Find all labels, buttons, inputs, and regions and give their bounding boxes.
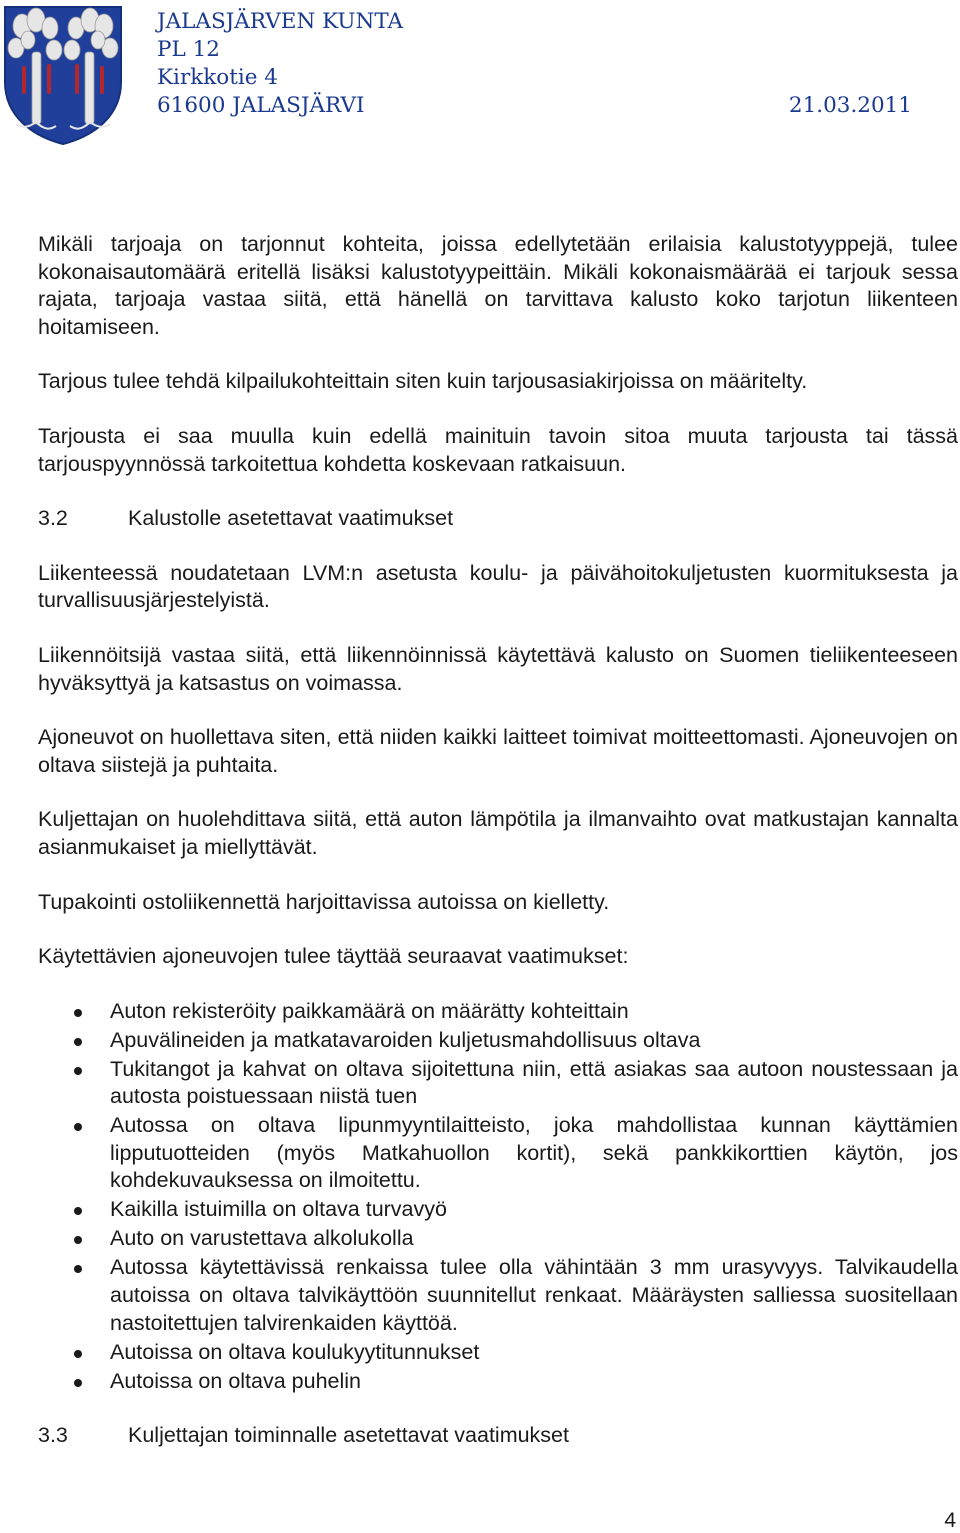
bullet-icon bbox=[74, 1350, 82, 1358]
list-item: Autossa käytettävissä renkaissa tulee olla vähintään 3 mm urasyvyys. Talvikaudella autoissa on oltava talvikäyttöön suunnitellut renkaat. Määräysten salliessa suositellaan nastoitettujen talvirenkaiden käyttöä. bbox=[38, 1254, 958, 1337]
postal-and-date-row bbox=[157, 92, 912, 120]
list-item: Tukitangot ja kahvat on oltava sijoitettuna niin, että asiakas saa autoon noustessaan ja autosta poistuessaan niistä tuen bbox=[38, 1056, 958, 1111]
paragraph: Ajoneuvot on huollettava siten, että niiden kaikki laitteet toimivat moitteettomasti. Ajoneuvojen on oltava siistejä ja puhtaita. bbox=[38, 725, 958, 777]
paragraph: Kuljettajan on huolehdittava siitä, että auton lämpötila ja ilmanvaihto ovat matkustajan kannalta asianmukaiset ja miellyttävät. bbox=[38, 807, 958, 859]
bullet-icon bbox=[74, 1207, 82, 1215]
section-heading-3-2 bbox=[38, 505, 958, 533]
section-title: Kuljettajan toiminnalle asetettavat vaatimukset bbox=[128, 1423, 569, 1448]
page-number: 4 bbox=[944, 1509, 956, 1532]
section-number: 3.3 bbox=[38, 1423, 68, 1448]
paragraph: Käytettävien ajoneuvojen tulee täyttää seuraavat vaatimukset: bbox=[38, 944, 629, 969]
paragraph: Liikenteessä noudatetaan LVM:n asetusta koulu- ja päivähoitokuljetusten kuormituksesta ja turvallisuusjärjestelyistä. bbox=[38, 560, 958, 613]
list-item: Autoissa on oltava puhelin bbox=[38, 1368, 958, 1396]
list-item: Autossa on oltava lipunmyyntilaitteisto, joka mahdollistaa kunnan käyttämien lipputuotteiden (myös Matkahuollon kortit), sekä pankkikorttien käytön, jos kohdekuvauksessa on ilmoitettu. bbox=[38, 1112, 958, 1195]
coat-of-arms-icon bbox=[2, 4, 124, 146]
paragraph: Tupakointi ostoliikennettä harjoittavissa autoissa on kielletty. bbox=[38, 889, 610, 914]
paragraph: Tarjousta ei saa muulla kuin edellä mainituin tavoin sitoa muuta tarjousta tai tässä tarjouspyynnössä tarkoitettua kohdetta koskevaan ratkaisuun. bbox=[38, 423, 958, 476]
bullet-icon bbox=[74, 1123, 82, 1131]
section-number: 3.2 bbox=[38, 506, 68, 531]
document-body bbox=[38, 231, 958, 1477]
bullet-icon bbox=[74, 1265, 82, 1273]
list-item: Auto on varustettava alkolukolla bbox=[38, 1225, 958, 1253]
po-box: PL 12 bbox=[157, 37, 220, 62]
postal-address: 61600 JALASJÄRVI bbox=[157, 93, 365, 118]
list-item: Autoissa on oltava koulukyytitunnukset bbox=[38, 1339, 958, 1367]
list-item: Kaikilla istuimilla on oltava turvavyö bbox=[38, 1196, 958, 1224]
paragraph: Mikäli tarjoaja on tarjonnut kohteita, joissa edellytetään erilaisia kalustotyyppejä, tulee kokonaisautomäärä eritellä lisäksi kalustotyypeittäin. Mikäli kokonaismäärää ei tarjouk sessa rajata, tarjoaja vastaa siitä, että hänellä on tarvittava kalusto koko tarjotun liikenteen hoitamiseen. bbox=[38, 232, 958, 339]
paragraph: Liikennöitsijä vastaa siitä, että liikennöinnissä käytettävä kalusto on Suomen tieliikenteeseen hyväksyttyä ja katsastus on voimassa. bbox=[38, 642, 958, 695]
section-title: Kalustolle asetettavat vaatimukset bbox=[128, 506, 454, 531]
bullet-icon bbox=[74, 1009, 82, 1017]
bullet-icon bbox=[74, 1067, 82, 1075]
bullet-icon bbox=[74, 1236, 82, 1244]
bullet-icon bbox=[74, 1038, 82, 1046]
bullet-icon bbox=[74, 1379, 82, 1387]
section-heading-3-3 bbox=[38, 1422, 958, 1450]
organization-name: JALASJÄRVEN KUNTA bbox=[157, 9, 404, 34]
list-item: Apuvälineiden ja matkatavaroiden kuljetusmahdollisuus oltava bbox=[38, 1027, 958, 1055]
list-item: Auton rekisteröity paikkamäärä on määrätty kohteittain bbox=[38, 998, 958, 1026]
requirements-list bbox=[38, 998, 958, 1395]
paragraph: Tarjous tulee tehdä kilpailukohteittain siten kuin tarjousasiakirjoissa on määritelty. bbox=[38, 369, 808, 394]
document-date: 21.03.2011 bbox=[788, 93, 912, 118]
letterhead bbox=[157, 8, 917, 120]
street-address: Kirkkotie 4 bbox=[157, 65, 278, 90]
